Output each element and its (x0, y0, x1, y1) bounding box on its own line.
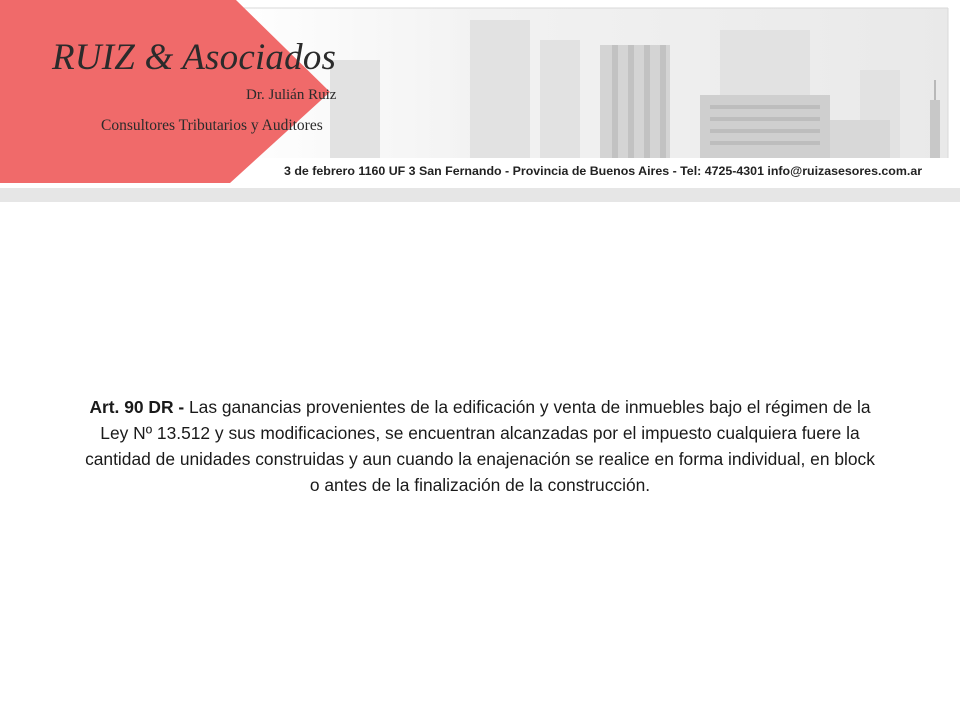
article-reference: Art. 90 DR - (89, 397, 185, 417)
article-body: Las ganancias provenientes de la edificación y venta de inmuebles bajo el régimen de la Ley Nº 13.512 y sus modificaciones, se encuentran alcanzadas por el impuesto cualquiera fuere la cantidad de unidades construidas y aun cuando la enajenación se realice en forma individual, en block o antes de la finalización de la construcción. (85, 397, 875, 495)
contact-info: 3 de febrero 1160 UF 3 San Fernando - Provincia de Buenos Aires - Tel: 4725-4301 info@ruizasesores.com.ar (284, 164, 923, 178)
brand-title: RUIZ & Asociados (52, 37, 337, 78)
brand-tagline: Consultores Tributarios y Auditores (101, 117, 323, 134)
article-paragraph (80, 394, 880, 498)
header-banner (0, 0, 960, 202)
brand-person-name: Dr. Julián Ruiz (246, 87, 337, 103)
header-bottom-band (0, 188, 960, 202)
